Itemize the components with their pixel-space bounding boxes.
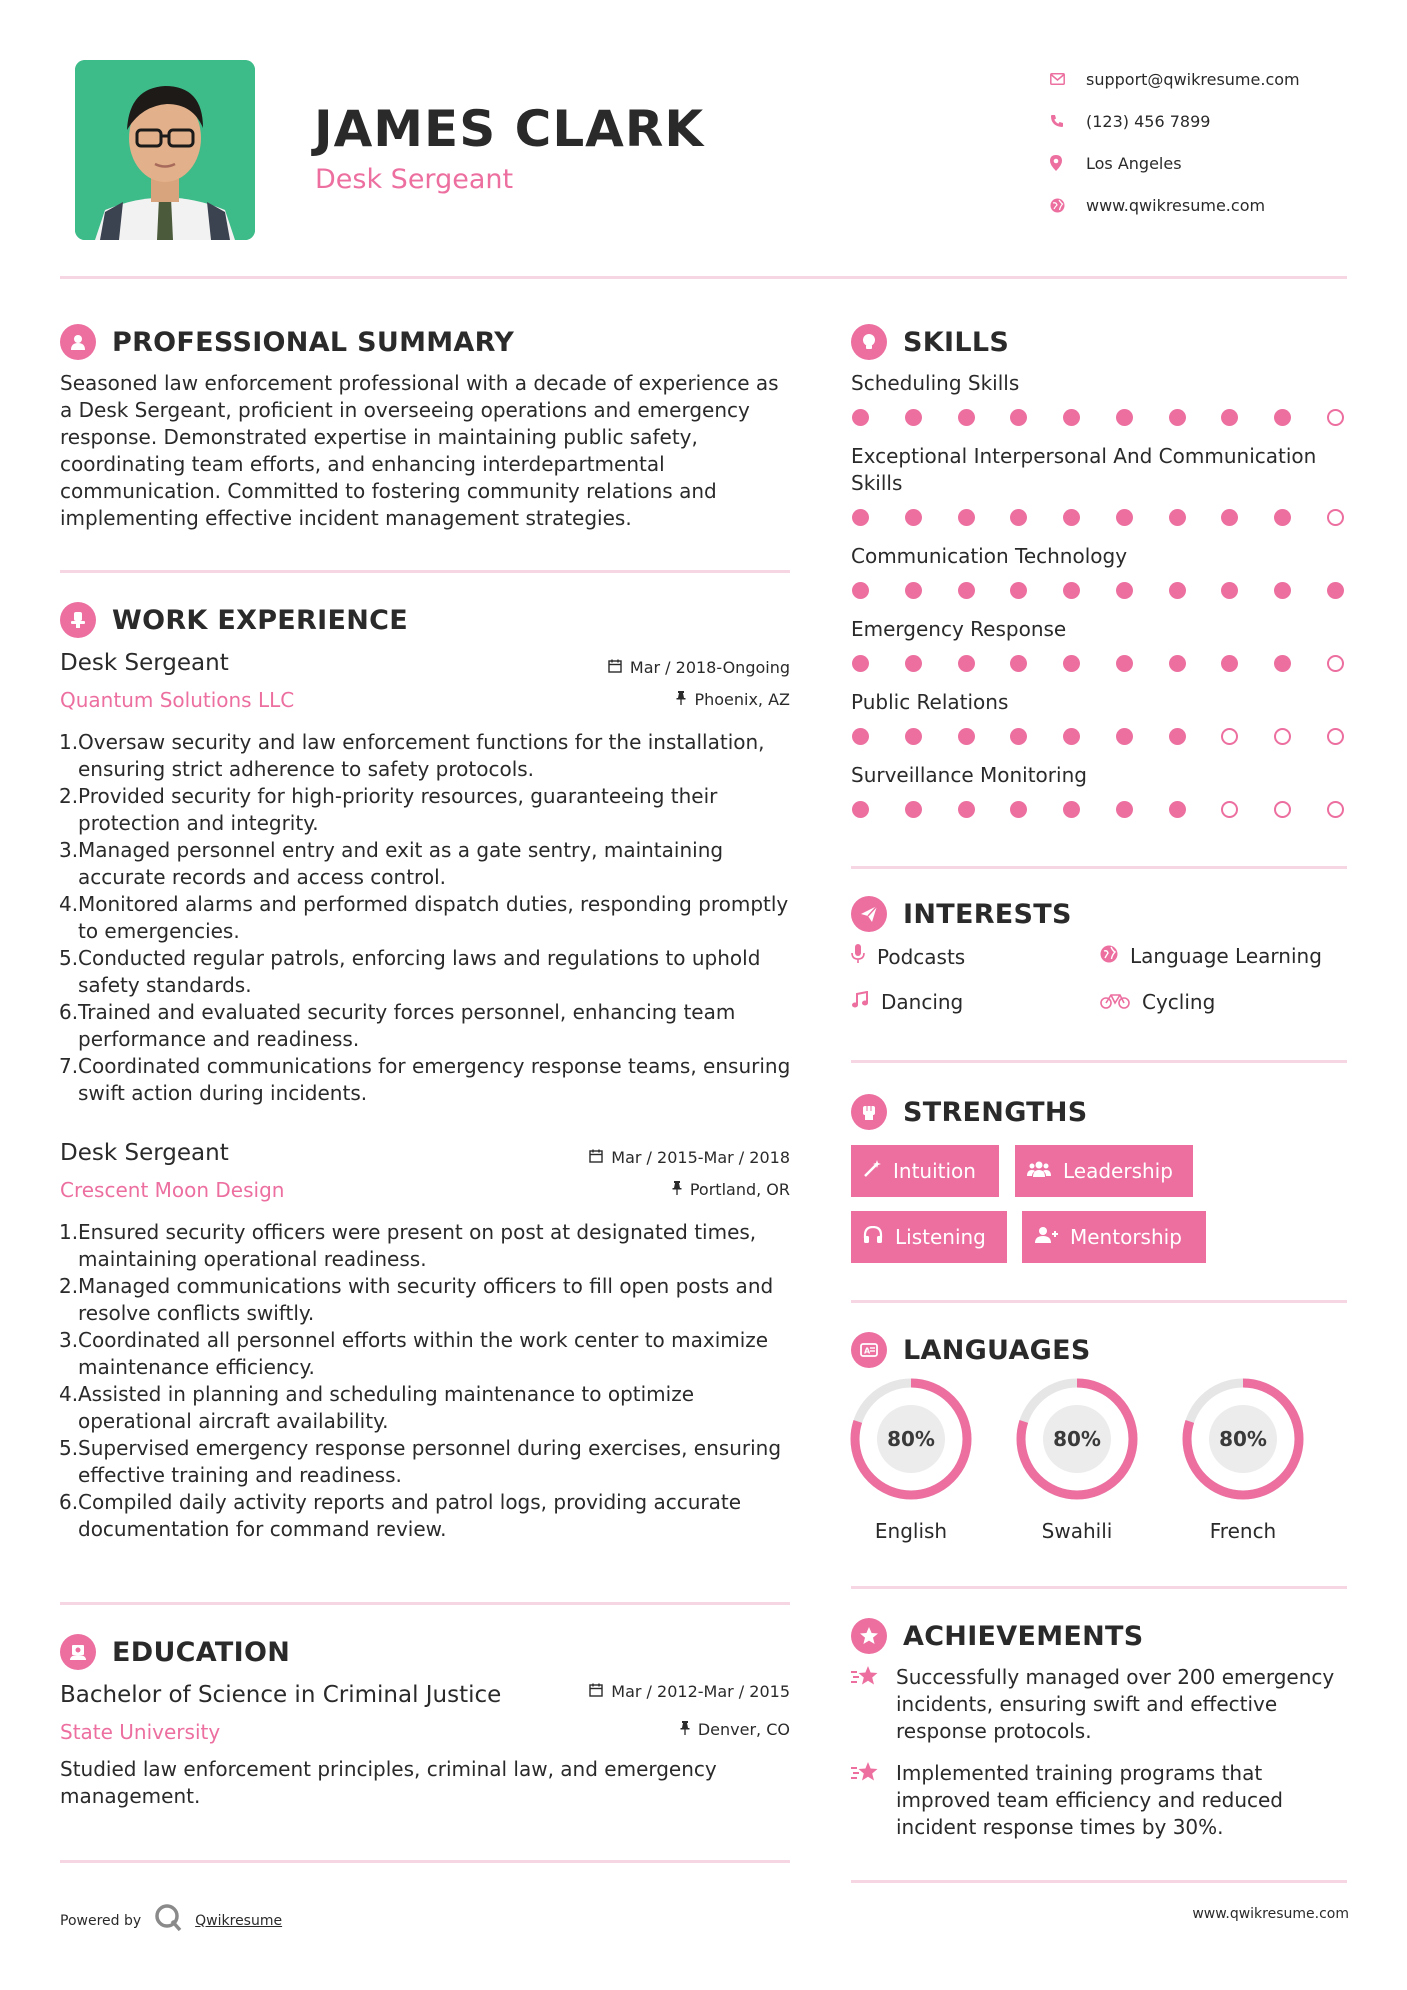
strength-label: Intuition bbox=[893, 1159, 976, 1183]
contact-location bbox=[1050, 142, 1370, 184]
rating-dot-filled bbox=[1221, 509, 1238, 526]
duty-text: Supervised emergency response personnel during exercises, ensuring effective training and readiness. bbox=[78, 1436, 782, 1487]
rating-dot-empty bbox=[1327, 409, 1344, 426]
skill-item bbox=[851, 689, 1351, 745]
language-french bbox=[1181, 1377, 1305, 1543]
rating-dot-filled bbox=[1169, 582, 1186, 599]
calendar-icon bbox=[589, 1149, 603, 1167]
star-icon bbox=[851, 1760, 896, 1841]
skill-rating bbox=[852, 801, 1344, 818]
phone-icon bbox=[1050, 114, 1086, 128]
rating-dot-filled bbox=[1274, 509, 1291, 526]
skill-rating bbox=[852, 655, 1344, 672]
interest-label: Dancing bbox=[881, 990, 964, 1014]
footer-powered-by bbox=[60, 1902, 282, 1939]
duty-text: Coordinated all personnel efforts within the work center to maximize maintenance efficiency. bbox=[78, 1328, 769, 1379]
pushpin-icon bbox=[676, 691, 686, 709]
achievements-heading bbox=[851, 1618, 1144, 1654]
job-2-date bbox=[589, 1148, 790, 1167]
rating-dot-filled bbox=[1116, 728, 1133, 745]
rating-dot-empty bbox=[1274, 801, 1291, 818]
skill-name: Emergency Response bbox=[851, 617, 1067, 641]
job-1-location bbox=[676, 690, 790, 709]
education-divider bbox=[60, 1860, 790, 1863]
rating-dot-filled bbox=[1063, 728, 1080, 745]
achievements-title: ACHIEVEMENTS bbox=[903, 1620, 1144, 1652]
rating-dot-filled bbox=[1063, 582, 1080, 599]
education-title: EDUCATION bbox=[112, 1636, 291, 1668]
summary-heading bbox=[60, 324, 514, 360]
fist-icon bbox=[851, 1094, 887, 1130]
rating-dot-filled bbox=[1169, 728, 1186, 745]
summary-divider bbox=[60, 570, 790, 573]
rating-dot-filled bbox=[905, 728, 922, 745]
job-1-company: Quantum Solutions LLC bbox=[60, 688, 295, 712]
list-item: 1. Ensured security officers were present on post at designated times, maintaining operational readiness. bbox=[59, 1220, 757, 1271]
interests-heading bbox=[851, 896, 1072, 932]
job-1-duties bbox=[60, 729, 800, 1107]
globe-icon bbox=[1100, 945, 1118, 968]
job-2-title: Desk Sergeant bbox=[60, 1140, 229, 1166]
list-item: 6. Compiled daily activity reports and patrol logs, providing accurate documentation for command review. bbox=[59, 1490, 742, 1541]
duty-text: Managed personnel entry and exit as a gate sentry, maintaining accurate records and access control. bbox=[78, 838, 724, 889]
qwikresume-link[interactable]: Qwikresume bbox=[195, 1912, 283, 1929]
user-plus-icon bbox=[1034, 1226, 1058, 1249]
job-2-duties bbox=[60, 1219, 800, 1543]
user-icon bbox=[60, 324, 96, 360]
candidate-name: JAMES CLARK bbox=[314, 100, 705, 158]
rating-dot-filled bbox=[958, 409, 975, 426]
rating-dot-filled bbox=[958, 801, 975, 818]
language-name: English bbox=[874, 1519, 948, 1543]
interest-podcasts bbox=[851, 944, 965, 969]
list-item: 4. Assisted in planning and scheduling maintenance to optimize operational aircraft availability. bbox=[59, 1382, 695, 1433]
interest-cycling bbox=[1100, 990, 1215, 1014]
language-swahili bbox=[1015, 1377, 1139, 1543]
rating-dot-filled bbox=[852, 409, 869, 426]
strength-leadership bbox=[1015, 1145, 1193, 1197]
rating-dot-filled bbox=[1063, 655, 1080, 672]
contact-email[interactable] bbox=[1050, 58, 1370, 100]
rating-dot-empty bbox=[1221, 801, 1238, 818]
rating-dot-filled bbox=[1116, 655, 1133, 672]
rating-dot-filled bbox=[852, 801, 869, 818]
rating-dot-filled bbox=[852, 509, 869, 526]
calendar-icon bbox=[608, 659, 622, 677]
job-1-title: Desk Sergeant bbox=[60, 650, 229, 676]
rating-dot-filled bbox=[1063, 509, 1080, 526]
graduation-icon bbox=[60, 1634, 96, 1670]
language-name: French bbox=[1209, 1519, 1277, 1543]
skill-rating bbox=[852, 582, 1344, 599]
strength-listening bbox=[851, 1211, 1007, 1263]
duty-text: Provided security for high-priority resources, guaranteeing their protection and integrity. bbox=[78, 784, 718, 835]
headphones-icon bbox=[863, 1226, 883, 1249]
rating-dot-filled bbox=[1116, 801, 1133, 818]
rating-dot-filled bbox=[1221, 582, 1238, 599]
skill-item bbox=[851, 762, 1351, 818]
list-item: 5. Conducted regular patrols, enforcing laws and regulations to uphold safety standards. bbox=[59, 946, 761, 997]
strengths-divider bbox=[851, 1300, 1347, 1303]
skills-title: SKILLS bbox=[903, 326, 1010, 358]
contact-website-text: www.qwikresume.com bbox=[1086, 195, 1266, 215]
rating-dot-filled bbox=[905, 582, 922, 599]
rating-dot-filled bbox=[1063, 409, 1080, 426]
skill-name: Surveillance Monitoring bbox=[851, 763, 1087, 787]
contact-phone-text: (123) 456 7899 bbox=[1086, 111, 1211, 131]
skill-item bbox=[851, 443, 1351, 526]
rating-dot-empty bbox=[1221, 728, 1238, 745]
education-school: State University bbox=[60, 1720, 221, 1744]
envelope-icon bbox=[1050, 73, 1086, 85]
skill-name: Exceptional Interpersonal And Communication Skills bbox=[851, 444, 1317, 495]
summary-title: PROFESSIONAL SUMMARY bbox=[112, 326, 515, 358]
skill-item bbox=[851, 616, 1351, 672]
rating-dot-filled bbox=[1116, 409, 1133, 426]
svg-text:A: A bbox=[864, 1346, 871, 1356]
duty-text: Managed communications with security officers to fill open posts and resolve conflicts swiftly. bbox=[78, 1274, 774, 1325]
skill-name: Public Relations bbox=[851, 690, 1009, 714]
skill-name: Scheduling Skills bbox=[851, 371, 1020, 395]
duty-text: Oversaw security and law enforcement functions for the installation, ensuring strict adherence to safety protocols. bbox=[78, 730, 765, 781]
rating-dot-filled bbox=[1169, 655, 1186, 672]
rating-dot-filled bbox=[1063, 801, 1080, 818]
language-english bbox=[849, 1377, 973, 1543]
header-divider bbox=[60, 276, 1347, 279]
rating-dot-filled bbox=[1010, 655, 1027, 672]
rating-dot-filled bbox=[905, 655, 922, 672]
education-heading bbox=[60, 1634, 290, 1670]
education-degree: Bachelor of Science in Criminal Justice bbox=[60, 1682, 502, 1708]
rating-dot-filled bbox=[1116, 582, 1133, 599]
duty-text: Compiled daily activity reports and patrol logs, providing accurate documentation for command review. bbox=[78, 1490, 742, 1541]
list-item: 4. Monitored alarms and performed dispatch duties, responding promptly to emergencies. bbox=[59, 892, 789, 943]
achievements-divider bbox=[851, 1880, 1347, 1883]
list-item: 3. Coordinated all personnel efforts within the work center to maximize maintenance efficiency. bbox=[59, 1328, 769, 1379]
language-percent: 80% bbox=[1053, 1427, 1101, 1451]
languages-heading bbox=[851, 1332, 1091, 1368]
list-item: 2. Managed communications with security officers to fill open posts and resolve conflicts swiftly. bbox=[59, 1274, 774, 1325]
footer-url[interactable]: www.qwikresume.com bbox=[1192, 1906, 1349, 1922]
calendar-icon bbox=[589, 1683, 603, 1701]
strength-intuition bbox=[851, 1145, 999, 1197]
skills-list bbox=[851, 370, 1351, 818]
contact-location-text: Los Angeles bbox=[1086, 153, 1182, 173]
music-note-icon bbox=[851, 991, 869, 1014]
contact-email-text: support@qwikresume.com bbox=[1086, 69, 1300, 89]
globe-icon bbox=[1050, 198, 1086, 213]
rating-dot-filled bbox=[1010, 801, 1027, 818]
languages-divider bbox=[851, 1586, 1347, 1589]
rating-dot-empty bbox=[1327, 509, 1344, 526]
pushpin-icon bbox=[680, 1721, 690, 1739]
interest-label: Podcasts bbox=[877, 944, 966, 969]
magic-wand-icon bbox=[863, 1160, 881, 1183]
strengths-heading bbox=[851, 1094, 1088, 1130]
list-item: 7. Coordinated communications for emergency response teams, ensuring swift action during incidents. bbox=[59, 1054, 791, 1105]
strength-label: Mentorship bbox=[1070, 1225, 1182, 1249]
achievement-item bbox=[851, 1664, 1347, 1745]
interest-language-learning bbox=[1100, 944, 1322, 968]
duty-text: Monitored alarms and performed dispatch duties, responding promptly to emergencies. bbox=[78, 892, 789, 943]
education-date-text: Mar / 2012-Mar / 2015 bbox=[611, 1682, 790, 1701]
star-badge-icon bbox=[851, 1618, 887, 1654]
powered-by-text: Powered by bbox=[60, 1912, 142, 1929]
contact-website[interactable] bbox=[1050, 184, 1370, 226]
skill-rating bbox=[852, 409, 1344, 426]
rating-dot-filled bbox=[1327, 582, 1344, 599]
contact-list bbox=[1050, 58, 1370, 226]
briefcase-icon bbox=[60, 602, 96, 638]
duty-text: Trained and evaluated security forces personnel, enhancing team performance and readiness. bbox=[78, 1000, 736, 1051]
rating-dot-filled bbox=[1010, 728, 1027, 745]
language-ring bbox=[1015, 1377, 1139, 1501]
skill-name: Communication Technology bbox=[851, 544, 1128, 568]
translate-icon bbox=[851, 1332, 887, 1368]
education-location-text: Denver, CO bbox=[697, 1720, 790, 1739]
rating-dot-filled bbox=[852, 582, 869, 599]
experience-title: WORK EXPERIENCE bbox=[112, 604, 408, 636]
rating-dot-empty bbox=[1274, 728, 1291, 745]
experience-heading bbox=[60, 602, 408, 638]
users-icon bbox=[1027, 1160, 1051, 1183]
rating-dot-empty bbox=[1327, 655, 1344, 672]
pushpin-icon bbox=[672, 1181, 682, 1199]
rating-dot-filled bbox=[958, 509, 975, 526]
map-pin-icon bbox=[1050, 155, 1086, 171]
candidate-role: Desk Sergeant bbox=[315, 164, 514, 195]
interest-label: Language Learning bbox=[1130, 944, 1322, 968]
contact-phone[interactable] bbox=[1050, 100, 1370, 142]
list-item: 3. Managed personnel entry and exit as a gate sentry, maintaining accurate records and access control. bbox=[59, 838, 724, 889]
experience-divider bbox=[60, 1602, 790, 1605]
rating-dot-filled bbox=[1010, 509, 1027, 526]
job-1-date bbox=[608, 658, 790, 677]
education-date bbox=[589, 1682, 790, 1701]
rating-dot-filled bbox=[1169, 801, 1186, 818]
job-2-location-text: Portland, OR bbox=[689, 1180, 790, 1199]
rating-dot-filled bbox=[958, 728, 975, 745]
duty-text: Ensured security officers were present on post at designated times, maintaining operational readiness. bbox=[78, 1220, 757, 1271]
rating-dot-filled bbox=[1274, 582, 1291, 599]
rating-dot-filled bbox=[1274, 409, 1291, 426]
job-2-date-text: Mar / 2015-Mar / 2018 bbox=[611, 1148, 790, 1167]
list-item: 5. Supervised emergency response personnel during exercises, ensuring effective training and readiness. bbox=[59, 1436, 782, 1487]
rating-dot-empty bbox=[1327, 728, 1344, 745]
language-name: Swahili bbox=[1041, 1519, 1113, 1543]
rating-dot-empty bbox=[1327, 801, 1344, 818]
education-text: Studied law enforcement principles, criminal law, and emergency management. bbox=[60, 1757, 717, 1808]
duty-text: Conducted regular patrols, enforcing laws and regulations to uphold safety standards. bbox=[78, 946, 761, 997]
summary-text: Seasoned law enforcement professional with a decade of experience as a Desk Sergeant, proficient in overseeing operations and emergency response. Demonstrated expertise in maintaining public safety, coordinating team efforts, and enhancing interdepartmental communication. Committed to fostering community relations and implementing effective incident management strategies. bbox=[60, 371, 779, 530]
rating-dot-filled bbox=[1010, 409, 1027, 426]
skills-heading bbox=[851, 324, 1009, 360]
interests-title: INTERESTS bbox=[903, 898, 1072, 930]
education-location bbox=[680, 1720, 790, 1739]
duty-text: Coordinated communications for emergency response teams, ensuring swift action during incidents. bbox=[78, 1054, 791, 1105]
profile-photo bbox=[75, 60, 255, 240]
list-item: 1. Oversaw security and law enforcement functions for the installation, ensuring strict adherence to safety protocols. bbox=[59, 730, 765, 781]
skill-rating bbox=[852, 728, 1344, 745]
list-item: 2. Provided security for high-priority resources, guaranteeing their protection and integrity. bbox=[59, 784, 718, 835]
rating-dot-filled bbox=[1010, 582, 1027, 599]
bicycle-icon bbox=[1100, 991, 1130, 1014]
strength-mentorship bbox=[1022, 1211, 1206, 1263]
skill-rating bbox=[852, 509, 1344, 526]
qwikresume-logo-icon bbox=[153, 1902, 183, 1939]
interest-label: Cycling bbox=[1142, 990, 1216, 1014]
job-2-location bbox=[672, 1180, 790, 1199]
paper-plane-icon bbox=[851, 896, 887, 932]
language-ring bbox=[1181, 1377, 1305, 1501]
rating-dot-filled bbox=[1274, 655, 1291, 672]
job-1-location-text: Phoenix, AZ bbox=[694, 690, 790, 709]
rating-dot-filled bbox=[905, 409, 922, 426]
rating-dot-filled bbox=[958, 655, 975, 672]
job-1-date-text: Mar / 2018-Ongoing bbox=[629, 658, 790, 677]
rating-dot-filled bbox=[1221, 409, 1238, 426]
strengths-title: STRENGTHS bbox=[903, 1096, 1088, 1128]
rating-dot-filled bbox=[852, 728, 869, 745]
skills-divider bbox=[851, 866, 1347, 869]
strength-label: Listening bbox=[895, 1225, 986, 1249]
rating-dot-filled bbox=[958, 582, 975, 599]
rating-dot-filled bbox=[852, 655, 869, 672]
language-percent: 80% bbox=[887, 1427, 935, 1451]
skill-item bbox=[851, 370, 1351, 426]
duty-text: Assisted in planning and scheduling maintenance to optimize operational aircraft availability. bbox=[78, 1382, 695, 1433]
achievement-text: Implemented training programs that improved team efficiency and reduced incident response times by 30%. bbox=[896, 1761, 1283, 1839]
interests-divider bbox=[851, 1060, 1347, 1063]
rating-dot-filled bbox=[905, 801, 922, 818]
star-icon bbox=[851, 1664, 896, 1745]
language-ring bbox=[849, 1377, 973, 1501]
microphone-icon bbox=[851, 944, 865, 969]
lightbulb-icon bbox=[851, 324, 887, 360]
rating-dot-filled bbox=[1221, 655, 1238, 672]
interest-dancing bbox=[851, 990, 963, 1014]
achievement-text: Successfully managed over 200 emergency incidents, ensuring swift and effective response protocols. bbox=[896, 1665, 1335, 1743]
strength-label: Leadership bbox=[1063, 1159, 1173, 1183]
rating-dot-filled bbox=[905, 509, 922, 526]
rating-dot-filled bbox=[1169, 409, 1186, 426]
languages-title: LANGUAGES bbox=[903, 1334, 1091, 1366]
language-percent: 80% bbox=[1219, 1427, 1267, 1451]
job-2-company: Crescent Moon Design bbox=[60, 1178, 285, 1202]
rating-dot-filled bbox=[1169, 509, 1186, 526]
skill-item bbox=[851, 543, 1351, 599]
list-item: 6. Trained and evaluated security forces personnel, enhancing team performance and readiness. bbox=[59, 1000, 736, 1051]
rating-dot-filled bbox=[1116, 509, 1133, 526]
achievement-item bbox=[851, 1760, 1347, 1841]
